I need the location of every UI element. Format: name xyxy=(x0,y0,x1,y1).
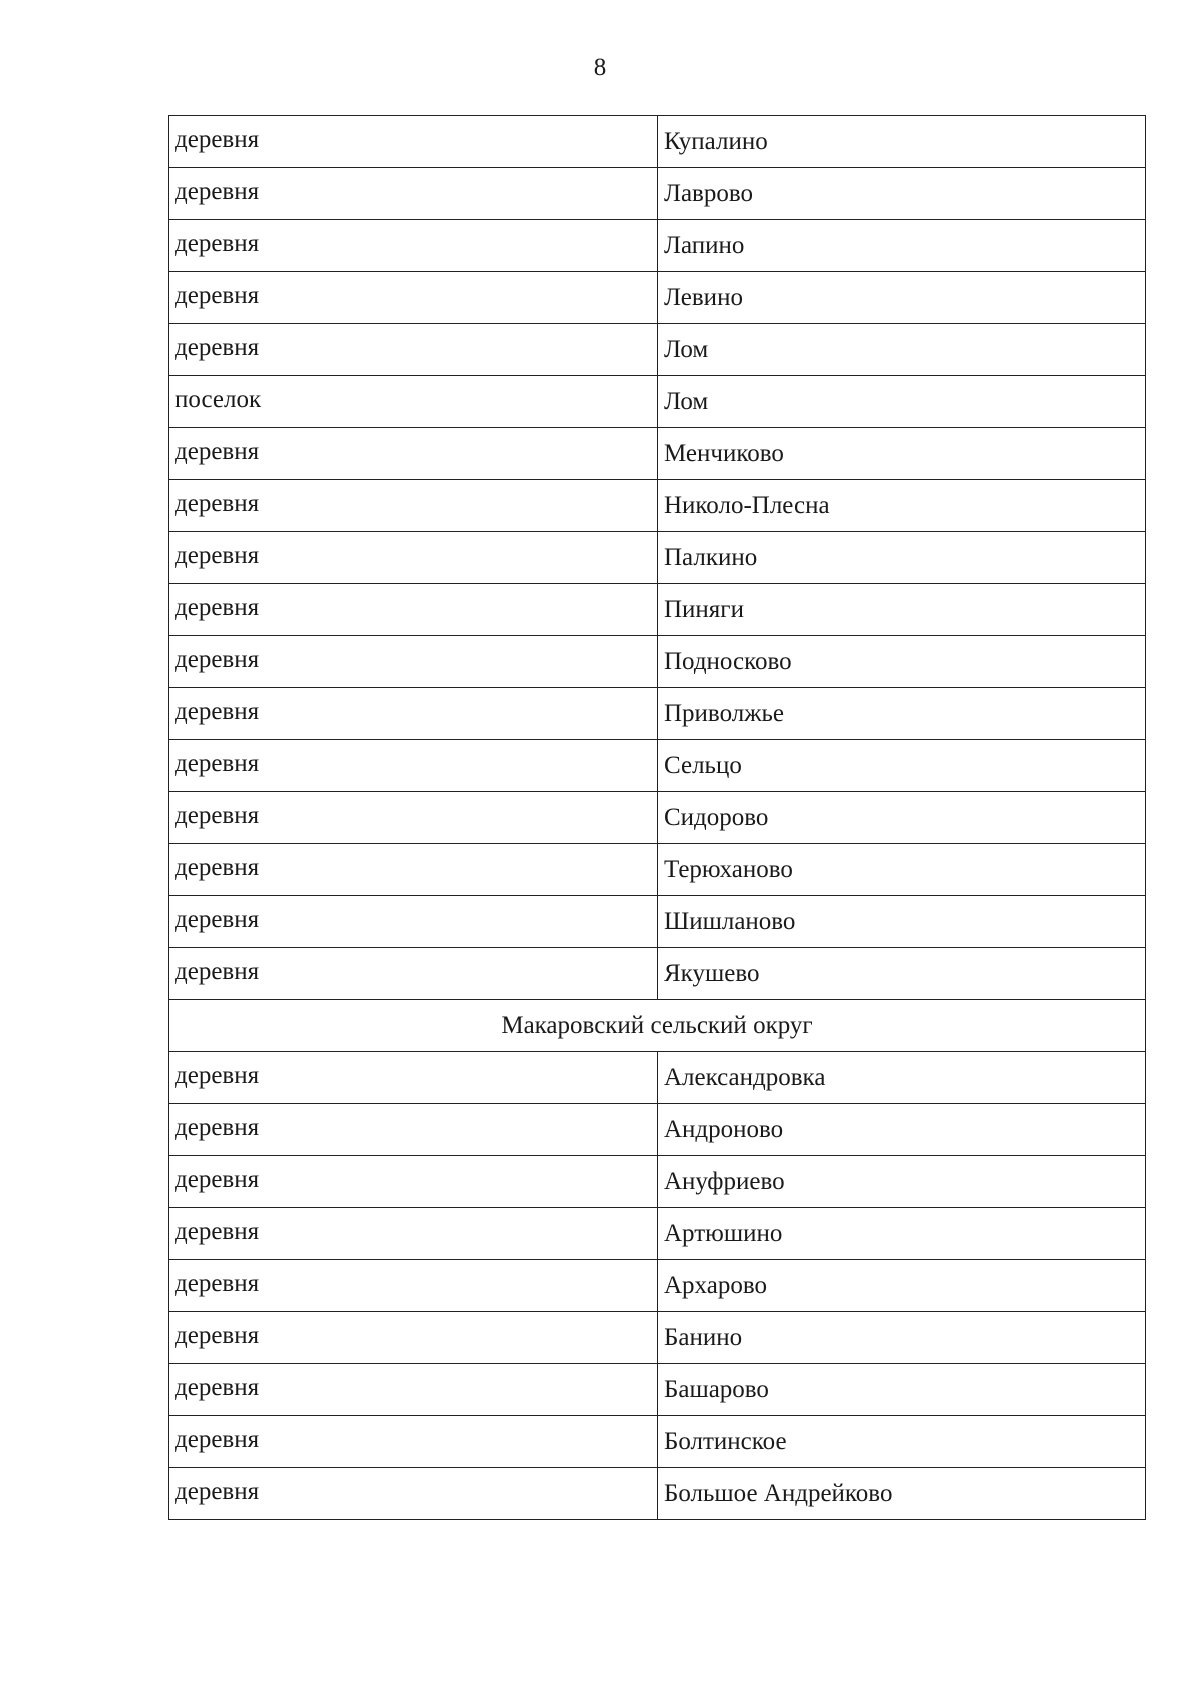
settlement-name-cell: Андроново xyxy=(658,1104,1146,1156)
settlement-name-cell: Архарово xyxy=(658,1260,1146,1312)
settlement-name-cell: Купалино xyxy=(658,116,1146,168)
table-row xyxy=(169,376,1146,428)
table-row xyxy=(169,480,1146,532)
settlement-name-cell: Артюшино xyxy=(658,1208,1146,1260)
settlement-name-cell: Сельцо xyxy=(658,740,1146,792)
settlement-type-cell: деревня xyxy=(169,636,658,688)
table-row xyxy=(169,636,1146,688)
settlements-table xyxy=(168,115,1146,1520)
rows-after-section xyxy=(169,1052,1146,1520)
settlement-name-cell: Сидорово xyxy=(658,792,1146,844)
table-row xyxy=(169,1468,1146,1520)
settlement-name-cell: Башарово xyxy=(658,1364,1146,1416)
settlement-type-cell: деревня xyxy=(169,1052,658,1104)
settlement-name-cell: Большое Андрейково xyxy=(658,1468,1146,1520)
table-row xyxy=(169,792,1146,844)
settlement-type-cell: деревня xyxy=(169,792,658,844)
settlement-name-cell: Лом xyxy=(658,324,1146,376)
table-row xyxy=(169,1260,1146,1312)
settlement-type-cell: деревня xyxy=(169,428,658,480)
settlement-type-cell: деревня xyxy=(169,324,658,376)
settlement-name-cell: Якушево xyxy=(658,948,1146,1000)
settlement-type-cell: деревня xyxy=(169,1312,658,1364)
settlement-type-cell: деревня xyxy=(169,1416,658,1468)
table-row xyxy=(169,116,1146,168)
table-row xyxy=(169,168,1146,220)
settlement-name-cell: Шишланово xyxy=(658,896,1146,948)
table-row xyxy=(169,1364,1146,1416)
settlement-type-cell: деревня xyxy=(169,272,658,324)
table-row xyxy=(169,220,1146,272)
settlement-name-cell: Менчиково xyxy=(658,428,1146,480)
settlement-type-cell: деревня xyxy=(169,168,658,220)
settlement-type-cell: деревня xyxy=(169,1156,658,1208)
table-row xyxy=(169,1052,1146,1104)
settlement-type-cell: деревня xyxy=(169,740,658,792)
table-row xyxy=(169,740,1146,792)
settlement-name-cell: Лом xyxy=(658,376,1146,428)
settlement-name-cell: Банино xyxy=(658,1312,1146,1364)
section-title: Макаровский сельский округ xyxy=(169,1000,1146,1052)
settlement-name-cell: Николо-Плесна xyxy=(658,480,1146,532)
settlement-type-cell: деревня xyxy=(169,1468,658,1520)
settlement-name-cell: Лаврово xyxy=(658,168,1146,220)
settlement-name-cell: Ануфриево xyxy=(658,1156,1146,1208)
settlement-name-cell: Болтинское xyxy=(658,1416,1146,1468)
settlement-type-cell: деревня xyxy=(169,1208,658,1260)
table-row xyxy=(169,1156,1146,1208)
settlement-type-cell: поселок xyxy=(169,376,658,428)
page-number: 8 xyxy=(593,54,607,81)
table-row xyxy=(169,324,1146,376)
settlement-type-cell: деревня xyxy=(169,480,658,532)
settlement-type-cell: деревня xyxy=(169,220,658,272)
settlement-type-cell: деревня xyxy=(169,584,658,636)
settlement-type-cell: деревня xyxy=(169,1104,658,1156)
table-row xyxy=(169,688,1146,740)
settlement-name-cell: Приволжье xyxy=(658,688,1146,740)
table-row xyxy=(169,1208,1146,1260)
table-row xyxy=(169,532,1146,584)
settlement-type-cell: деревня xyxy=(169,844,658,896)
section-header-row xyxy=(169,1000,1146,1052)
settlement-name-cell: Терюханово xyxy=(658,844,1146,896)
settlement-type-cell: деревня xyxy=(169,116,658,168)
settlement-name-cell: Палкино xyxy=(658,532,1146,584)
table-row xyxy=(169,1312,1146,1364)
settlement-name-cell: Пиняги xyxy=(658,584,1146,636)
settlement-type-cell: деревня xyxy=(169,948,658,1000)
table-row xyxy=(169,584,1146,636)
rows-before-section xyxy=(169,116,1146,1000)
section-header-group xyxy=(169,1000,1146,1052)
settlement-type-cell: деревня xyxy=(169,688,658,740)
table-row xyxy=(169,896,1146,948)
settlement-name-cell: Подносково xyxy=(658,636,1146,688)
table-row xyxy=(169,844,1146,896)
settlement-type-cell: деревня xyxy=(169,532,658,584)
settlement-name-cell: Александровка xyxy=(658,1052,1146,1104)
table-row xyxy=(169,428,1146,480)
settlement-name-cell: Левино xyxy=(658,272,1146,324)
table-row xyxy=(169,272,1146,324)
settlement-type-cell: деревня xyxy=(169,1364,658,1416)
settlement-type-cell: деревня xyxy=(169,896,658,948)
table-row xyxy=(169,1104,1146,1156)
table-row xyxy=(169,948,1146,1000)
settlement-name-cell: Лапино xyxy=(658,220,1146,272)
settlement-type-cell: деревня xyxy=(169,1260,658,1312)
table-row xyxy=(169,1416,1146,1468)
